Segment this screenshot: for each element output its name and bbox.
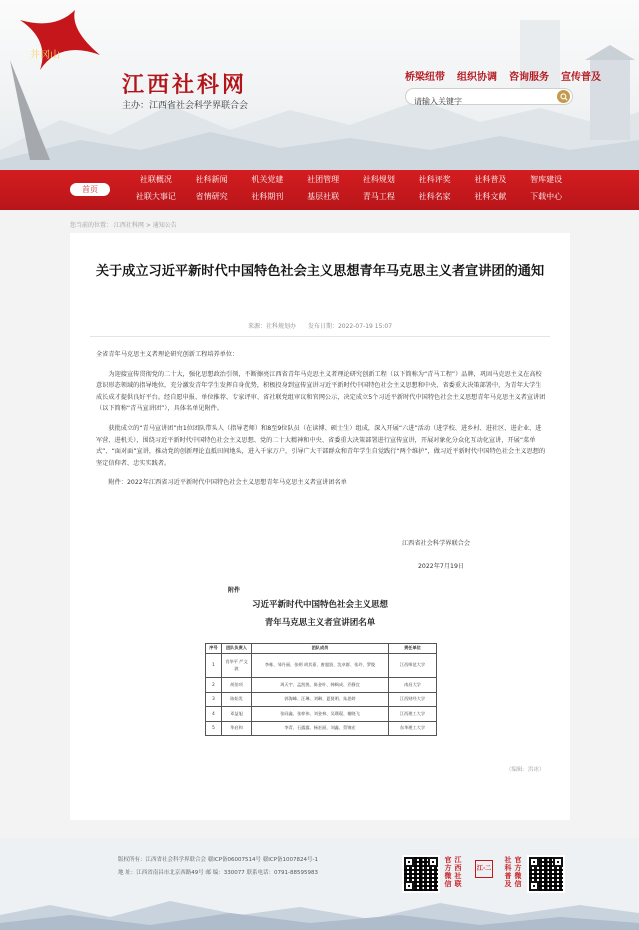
slogan-item: 宣传普及 [561,72,601,83]
site-header [0,0,639,170]
column-header: 序号 [206,644,222,654]
slogan-row [405,68,601,83]
cell: 2 [206,678,222,693]
wechat-label: 官方微信 [514,856,522,888]
slogan-item: 桥梁纽带 [405,72,445,83]
paragraph: 获批成立的“青马宣讲团”由1位团队带头人（指导老师）和8至9位队员（在读博、硕士生）组成，深入开展“六进”活动（进学校、进乡村、进社区、进企业、进军营、进机关），围绕习近平新时代中国特色社会主义思想、党的二十大精神和中央、省委重大决策部署进行宣传宣讲，开展对象化分众化互动化宣讲，开展“菜单式”、“面对面”宣讲，推动党的创新理论直抵田间地头，进入千家万户，引导广大干部群众和青年学生自觉践行“两个维护”，做习近平新时代中国特色社会主义思想的坚定信仰者、忠实实践者。 [96,424,546,467]
cell: 李栋、邹丹丽、张朔 胡其嘉、唐超贤、沈卓群、张玲、罗俊 [252,654,389,678]
article-date: 发布日期：2022-07-19 15:07 [307,323,393,330]
cell: 东华理工大学 [389,721,437,736]
nav-home[interactable]: 首页 [70,183,110,196]
nav-item[interactable]: 社科规划 [362,175,395,184]
table-row [206,721,437,736]
nav-item[interactable]: 下载中心 [530,192,563,201]
nav-item[interactable]: 社科新闻 [195,175,228,184]
paragraph: 为迎接宣传贯彻党的二十大，强化思想政治引领，不断擦亮江西省青年马克思主义者理论研究创新工程（以下简称为“青马工程”）品牌，巩固马克思主义在高校意识形态领域的指导地位，充分激发青年学生发挥自身优势，积极投身到宣传宣讲习近平新时代中国特色社会主义思想和中央、省委重大决策部署中，为青年大学生成长成才提供良好平台。经自愿申报、单位推荐、专家评审、省社联党组审议和官网公示，决定成立5个习近平新时代中国特色社会主义思想青年马克思主义者宣讲团（以下简称“青马宣讲团”），具体名单见附件。 [96,370,546,413]
attachment-title: 习近平新时代中国特色社会主义思想 [251,600,388,610]
nav-item[interactable]: 省情研究 [195,192,228,201]
wechat-qr-code [527,855,565,893]
wechat-label: 社科普及 [504,856,512,888]
cell: 江西师范大学 [389,654,437,678]
cell: 李青、石露露、杨宏丽、刘鑫、蔡锦宏 [252,721,389,736]
table-header-row [206,644,437,654]
cell: 陈始发 [222,692,252,707]
wechat-label: 江西社联 [454,856,462,888]
nav-item[interactable]: 社科期刊 [251,192,284,201]
nav-item[interactable]: 社科文献 [474,192,507,201]
salutation: 全省青年马克思主义者理论研究创新工程培养单位： [96,351,239,358]
footer-address: 地 址：江西省南昌市北京西路49号 邮 编：330077 联系电话：0791-88595983 [118,870,318,876]
cell: 5 [206,721,222,736]
wechat-label: 官方微信 [444,856,452,888]
slogan-item: 组织协调 [457,72,497,83]
article-meta [70,321,570,330]
cell: 1 [206,654,222,678]
editor-credit: （编辑：洪冰） [506,767,545,773]
table-row [206,707,437,722]
table-row [206,678,437,693]
cell: 江西理工大学 [389,707,437,722]
nav-item[interactable]: 机关党建 [251,175,284,184]
search-button[interactable] [557,90,570,103]
nav-item[interactable]: 社科评奖 [418,175,451,184]
table-row [206,654,437,678]
article-body [96,349,546,497]
table-row [206,692,437,707]
footer-copyright: 版权所有：江西省社会科学界联合会 赣ICP备06007514号 赣ICP备1007824号-1 [118,857,319,863]
header-landscape [0,0,639,170]
nav-item[interactable]: 社联大事记 [135,192,176,201]
cell: 周天宇、孟凯悦、陈金叶、韩枫成、乔静宜 [252,678,389,693]
slogan-item: 咨询服务 [509,72,549,83]
column-header: 团队成员 [252,644,389,654]
search-box [405,88,573,105]
nav-item[interactable]: 基层社联 [307,192,340,201]
attachment-title: 青年马克思主义者宣讲团名单 [264,618,376,628]
cell: 华启和 [222,721,252,736]
cell: 4 [206,707,222,722]
cell: 胡伯项 [222,678,252,693]
svg-text:井冈山: 井冈山 [30,50,60,61]
divider [90,336,550,337]
nav-grid [128,173,574,203]
cell: 3 [206,692,222,707]
cell: 郭海峰、汪琳、刘琳、夏贤明、朱思婷 [252,692,389,707]
cell: 南昌大学 [389,678,437,693]
flag-sculpture-icon [20,10,100,70]
emblem-icon: 江·二 [475,860,493,878]
footer-mountains [0,893,639,930]
nav-item[interactable]: 智库建设 [530,175,563,184]
cell: 肖华平 严文波 [222,654,252,678]
article-card [70,233,570,820]
search-icon [560,93,568,101]
site-sponsor: 主办：江西省社会科学界联合会 [122,101,249,111]
cell: 江西财经大学 [389,692,437,707]
nav-item[interactable]: 社科名家 [418,192,451,201]
wechat-qr-code [402,855,440,893]
search-input[interactable] [406,94,546,109]
site-name[interactable]: 江西社科网 [122,72,248,98]
nav-item[interactable]: 社联概况 [139,175,172,184]
signature-org: 江西省社会科学界联合会 [402,540,471,547]
cell: 邓益旭 [222,707,252,722]
signature-date: 2022年7月19日 [418,563,465,570]
attachment-label: 附件 [228,587,241,594]
roster-table [205,643,437,736]
nav-item[interactable]: 社科普及 [474,175,507,184]
column-header: 责任单位 [389,644,437,654]
article-source: 来源：社科规划办 [247,323,296,330]
article-title: 关于成立习近平新时代中国特色社会主义思想青年马克思主义者宣讲团的通知 [95,264,545,279]
nav-item[interactable]: 青马工程 [362,192,395,201]
nav-item[interactable]: 社团管理 [307,175,340,184]
column-header: 团队负责人 [222,644,252,654]
breadcrumb[interactable]: 您当前的位置： 江西社科网 > 通知公告 [70,222,177,229]
cell: 张同鑫、张梓伟、刘金林、吴璞琨、谢晓飞 [252,707,389,722]
attachment-link[interactable]: 附件：2022年江西省习近平新时代中国特色社会主义思想青年马克思主义者宣讲团名单 [108,479,347,487]
